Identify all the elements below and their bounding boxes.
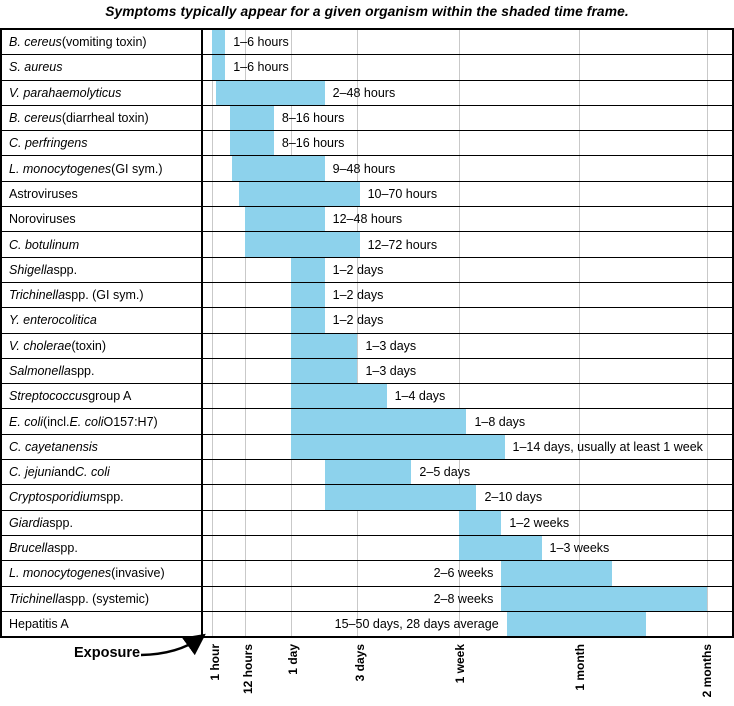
axis-tick-label: 2 months <box>700 644 715 698</box>
organism-label <box>2 30 203 54</box>
table-row <box>2 612 732 636</box>
table-row <box>2 587 732 612</box>
gridline <box>579 308 580 332</box>
gridline <box>245 612 246 636</box>
organism-label-part: spp. (systemic) <box>65 591 150 606</box>
gridline <box>707 435 708 459</box>
plot-cell <box>203 308 732 332</box>
gridline <box>707 384 708 408</box>
incubation-bar <box>291 308 325 332</box>
table-row <box>2 81 732 106</box>
gridline <box>579 258 580 282</box>
gridline <box>579 232 580 256</box>
gridline <box>707 131 708 155</box>
organism-label <box>2 308 203 332</box>
organism-label-part: C. coli <box>75 465 110 480</box>
gridline <box>459 55 460 79</box>
x-axis <box>206 638 732 706</box>
organism-label-part: (diarrheal toxin) <box>61 111 149 126</box>
gridline <box>357 561 358 585</box>
table-row <box>2 435 732 460</box>
gridline <box>579 384 580 408</box>
range-label: 2–6 weeks <box>433 566 494 581</box>
organism-label <box>2 409 203 433</box>
range-label: 1–6 hours <box>233 35 289 50</box>
plot-cell <box>203 106 732 130</box>
gridline <box>357 359 358 383</box>
gridline <box>579 81 580 105</box>
gridline <box>291 536 292 560</box>
incubation-bar <box>291 409 467 433</box>
organism-label-part: C. perfringens <box>9 136 88 151</box>
range-label: 12–48 hours <box>332 212 403 227</box>
axis-tick-label: 1 month <box>572 644 587 691</box>
organism-label-part: Trichinella <box>9 591 66 606</box>
incubation-bar <box>212 30 225 54</box>
gridline <box>579 182 580 206</box>
range-label: 1–2 days <box>332 313 384 328</box>
organism-label-part: Noroviruses <box>9 212 76 227</box>
gridline <box>212 106 213 130</box>
gridline <box>459 283 460 307</box>
gridline <box>579 511 580 535</box>
organism-label-part: L. monocytogenes <box>9 566 112 581</box>
gridline <box>707 232 708 256</box>
organism-label-part: spp. <box>49 515 73 530</box>
gridline <box>579 283 580 307</box>
table-row <box>2 384 732 409</box>
plot-cell <box>203 561 732 585</box>
organism-label <box>2 232 203 256</box>
organism-label-part: group A <box>88 389 132 404</box>
table-row <box>2 308 732 333</box>
incubation-bar <box>239 182 360 206</box>
axis-tick-label: 1 week <box>453 644 468 684</box>
gridline <box>212 81 213 105</box>
incubation-bar <box>230 131 274 155</box>
gridline <box>212 359 213 383</box>
gridline <box>459 308 460 332</box>
organism-label-part: spp. <box>100 490 124 505</box>
gridline <box>707 511 708 535</box>
organism-table <box>0 28 734 638</box>
range-label: 10–70 hours <box>367 186 438 201</box>
plot-cell <box>203 232 732 256</box>
gridline <box>245 384 246 408</box>
organism-label-part: L. monocytogenes <box>9 161 112 176</box>
table-row <box>2 55 732 80</box>
table-row <box>2 258 732 283</box>
organism-label-part: Cryptosporidium <box>9 490 101 505</box>
gridline <box>579 207 580 231</box>
gridline <box>707 55 708 79</box>
gridline <box>212 207 213 231</box>
gridline <box>579 55 580 79</box>
range-label: 1–14 days, usually at least 1 week <box>512 439 703 454</box>
organism-label-part: and <box>54 465 76 480</box>
gridline <box>459 30 460 54</box>
gridline <box>707 182 708 206</box>
gridline <box>212 334 213 358</box>
gridline <box>579 359 580 383</box>
axis-tick-label: 3 days <box>352 644 367 682</box>
range-label: 9–48 hours <box>332 161 396 176</box>
gridline <box>707 30 708 54</box>
table-row <box>2 511 732 536</box>
plot-cell <box>203 182 732 206</box>
gridline <box>459 131 460 155</box>
exposure-axis-label: Exposure <box>74 645 141 661</box>
gridline <box>212 232 213 256</box>
organism-label-part: spp. (GI sym.) <box>65 288 144 303</box>
plot-cell <box>203 283 732 307</box>
gridline <box>212 485 213 509</box>
organism-label-part: spp. <box>54 541 78 556</box>
organism-label <box>2 561 203 585</box>
organism-label-part: Shigella <box>9 262 54 277</box>
organism-label <box>2 359 203 383</box>
gridline <box>707 106 708 130</box>
organism-label-part: (GI sym.) <box>111 161 163 176</box>
plot-cell <box>203 156 732 180</box>
range-label: 12–72 hours <box>367 237 438 252</box>
organism-label <box>2 55 203 79</box>
gridline <box>579 106 580 130</box>
gridline <box>707 612 708 636</box>
table-row <box>2 485 732 510</box>
organism-label-part: Salmonella <box>9 364 71 378</box>
gridline <box>707 485 708 509</box>
incubation-bar <box>232 156 325 180</box>
organism-label-part: (incl. <box>43 414 70 429</box>
table-row <box>2 334 732 359</box>
gridline <box>245 308 246 332</box>
incubation-bar <box>325 460 412 484</box>
organism-label <box>2 536 203 560</box>
plot-cell <box>203 435 732 459</box>
gridline <box>245 536 246 560</box>
chart-title: Symptoms typically appear for a given organism within the shaded time frame. <box>105 4 629 19</box>
gridline <box>212 587 213 611</box>
gridline <box>707 334 708 358</box>
range-label: 2–10 days <box>484 490 543 505</box>
organism-label-part: Trichinella <box>9 288 66 303</box>
organism-label <box>2 182 203 206</box>
gridline <box>212 561 213 585</box>
organism-label-part: (invasive) <box>111 566 165 581</box>
gridline <box>212 182 213 206</box>
gridline <box>212 536 213 560</box>
organism-label <box>2 334 203 358</box>
organism-label-part: Y. enterocolitica <box>9 313 97 328</box>
gridline <box>459 359 460 383</box>
gridline <box>245 587 246 611</box>
organism-label-part: (toxin) <box>71 338 107 353</box>
gridline <box>357 334 358 358</box>
table-row <box>2 131 732 156</box>
organism-label-part: C. cayetanensis <box>9 439 98 454</box>
axis-tick-label: 12 hours <box>240 644 255 695</box>
gridline <box>707 359 708 383</box>
incubation-bar <box>291 435 505 459</box>
organism-label-part: (vomiting toxin) <box>61 35 147 50</box>
incubation-bar <box>459 536 542 560</box>
incubation-bar <box>501 587 707 611</box>
gridline <box>357 106 358 130</box>
gridline <box>212 258 213 282</box>
gridline <box>707 156 708 180</box>
gridline <box>357 55 358 79</box>
gridline <box>291 511 292 535</box>
gridline <box>579 30 580 54</box>
gridline <box>707 561 708 585</box>
table-row <box>2 156 732 181</box>
organism-label-part: Hepatitis A <box>9 616 69 631</box>
table-row <box>2 30 732 55</box>
incubation-bar <box>291 258 325 282</box>
plot-cell <box>203 409 732 433</box>
organism-label <box>2 435 203 459</box>
gridline <box>245 409 246 433</box>
gridline <box>459 156 460 180</box>
organism-label-part: C. botulinum <box>9 237 80 252</box>
organism-label <box>2 106 203 130</box>
gridline <box>212 131 213 155</box>
organism-label <box>2 156 203 180</box>
gridline <box>707 81 708 105</box>
organism-label <box>2 81 203 105</box>
gridline <box>459 384 460 408</box>
plot-cell <box>203 359 732 383</box>
gridline <box>707 460 708 484</box>
plot-cell <box>203 460 732 484</box>
incubation-bar <box>507 612 647 636</box>
range-label: 1–3 days <box>365 338 417 353</box>
organism-label <box>2 207 203 231</box>
plot-cell <box>203 511 732 535</box>
plot-cell <box>203 612 732 636</box>
table-row <box>2 207 732 232</box>
plot-cell <box>203 587 732 611</box>
organism-label <box>2 258 203 282</box>
incubation-bar <box>212 55 225 79</box>
organism-label-part: spp. <box>70 364 95 378</box>
range-label: 2–5 days <box>419 465 471 480</box>
organism-label-part: C. jejuni <box>9 465 55 480</box>
range-label: 1–8 days <box>474 414 526 429</box>
gridline <box>291 30 292 54</box>
gridline <box>579 156 580 180</box>
gridline <box>707 207 708 231</box>
plot-cell <box>203 258 732 282</box>
organism-label-part: Streptococcus <box>9 389 89 404</box>
gridline <box>291 460 292 484</box>
incubation-bar <box>291 359 358 383</box>
plot-cell <box>203 81 732 105</box>
range-label: 1–4 days <box>394 389 446 404</box>
gridline <box>212 283 213 307</box>
organism-label-part: spp. <box>53 262 78 277</box>
gridline <box>707 536 708 560</box>
incubation-bar <box>459 511 502 535</box>
table-row <box>2 536 732 561</box>
plot-cell <box>203 536 732 560</box>
organism-label-part: O157:H7) <box>103 414 158 429</box>
range-label: 2–8 weeks <box>433 591 494 606</box>
table-row <box>2 106 732 131</box>
gridline <box>357 30 358 54</box>
gridline <box>579 409 580 433</box>
range-label: 8–16 hours <box>281 136 345 151</box>
gridline <box>245 561 246 585</box>
plot-cell <box>203 384 732 408</box>
gridline <box>357 536 358 560</box>
organism-label-part: Astroviruses <box>9 186 78 201</box>
organism-label <box>2 587 203 611</box>
incubation-bar <box>245 232 360 256</box>
organism-label-part: V. parahaemolyticus <box>9 85 122 100</box>
incubation-bar <box>216 81 324 105</box>
gridline <box>579 460 580 484</box>
axis-tick-label: 1 hour <box>207 644 222 681</box>
organism-label-part: V. cholerae <box>9 338 72 353</box>
plot-cell <box>203 334 732 358</box>
organism-label <box>2 131 203 155</box>
organism-label-part: B. cereus <box>9 111 62 126</box>
gridline <box>579 334 580 358</box>
table-row <box>2 182 732 207</box>
organism-label <box>2 384 203 408</box>
organism-label <box>2 485 203 509</box>
organism-label <box>2 460 203 484</box>
gridline <box>707 283 708 307</box>
table-row <box>2 232 732 257</box>
table-row <box>2 561 732 586</box>
gridline <box>579 485 580 509</box>
gridline <box>245 359 246 383</box>
incubation-bar <box>501 561 612 585</box>
gridline <box>212 384 213 408</box>
plot-cell <box>203 485 732 509</box>
table-row <box>2 283 732 308</box>
gridline <box>291 612 292 636</box>
gridline <box>459 258 460 282</box>
gridline <box>459 81 460 105</box>
gridline <box>291 561 292 585</box>
gridline <box>245 511 246 535</box>
range-label: 1–2 weeks <box>509 515 570 530</box>
gridline <box>212 612 213 636</box>
exposure-arrow-icon <box>138 632 210 662</box>
gridline <box>245 258 246 282</box>
organism-label-part: E. coli <box>9 414 44 429</box>
organism-label <box>2 283 203 307</box>
organism-label-part: Giardia <box>9 515 50 530</box>
plot-cell <box>203 55 732 79</box>
gridline <box>245 283 246 307</box>
plot-cell <box>203 207 732 231</box>
gridline <box>291 55 292 79</box>
gridline <box>291 587 292 611</box>
axis-tick-label: 1 day <box>286 644 301 675</box>
gridline <box>212 156 213 180</box>
gridline <box>212 409 213 433</box>
gridline <box>245 334 246 358</box>
organism-label-part: B. cereus <box>9 35 62 50</box>
gridline <box>212 511 213 535</box>
gridline <box>245 435 246 459</box>
range-label: 2–48 hours <box>332 85 396 100</box>
incubation-bar <box>291 283 325 307</box>
range-label: 15–50 days, 28 days average <box>334 616 499 631</box>
gridline <box>245 460 246 484</box>
incubation-bar <box>291 384 387 408</box>
gridline <box>212 308 213 332</box>
gridline <box>291 485 292 509</box>
gridline <box>707 308 708 332</box>
gridline <box>212 435 213 459</box>
incubation-bar <box>245 207 325 231</box>
table-row <box>2 409 732 434</box>
gridline <box>459 207 460 231</box>
gridline <box>357 131 358 155</box>
gridline <box>245 485 246 509</box>
range-label: 1–3 weeks <box>549 541 610 556</box>
range-label: 1–2 days <box>332 262 384 277</box>
incubation-bar <box>291 334 358 358</box>
gridline <box>212 460 213 484</box>
table-row <box>2 460 732 485</box>
table-row <box>2 359 732 384</box>
gridline <box>459 182 460 206</box>
gridline <box>459 232 460 256</box>
organism-label-part: S. aureus <box>9 60 63 75</box>
organism-label-part: E. coli <box>69 414 104 429</box>
organism-label-part: Brucella <box>9 541 55 556</box>
gridline <box>707 409 708 433</box>
gridline <box>357 587 358 611</box>
gridline <box>707 587 708 611</box>
range-label: 1–6 hours <box>233 60 289 75</box>
plot-cell <box>203 30 732 54</box>
range-label: 1–2 days <box>332 288 384 303</box>
incubation-bar <box>230 106 274 130</box>
organism-label <box>2 511 203 535</box>
gridline <box>579 131 580 155</box>
plot-cell <box>203 131 732 155</box>
gridline <box>707 258 708 282</box>
incubation-bar <box>325 485 477 509</box>
range-label: 8–16 hours <box>281 111 345 126</box>
range-label: 1–3 days <box>365 364 417 378</box>
gridline <box>459 106 460 130</box>
gridline <box>357 511 358 535</box>
gridline <box>459 334 460 358</box>
